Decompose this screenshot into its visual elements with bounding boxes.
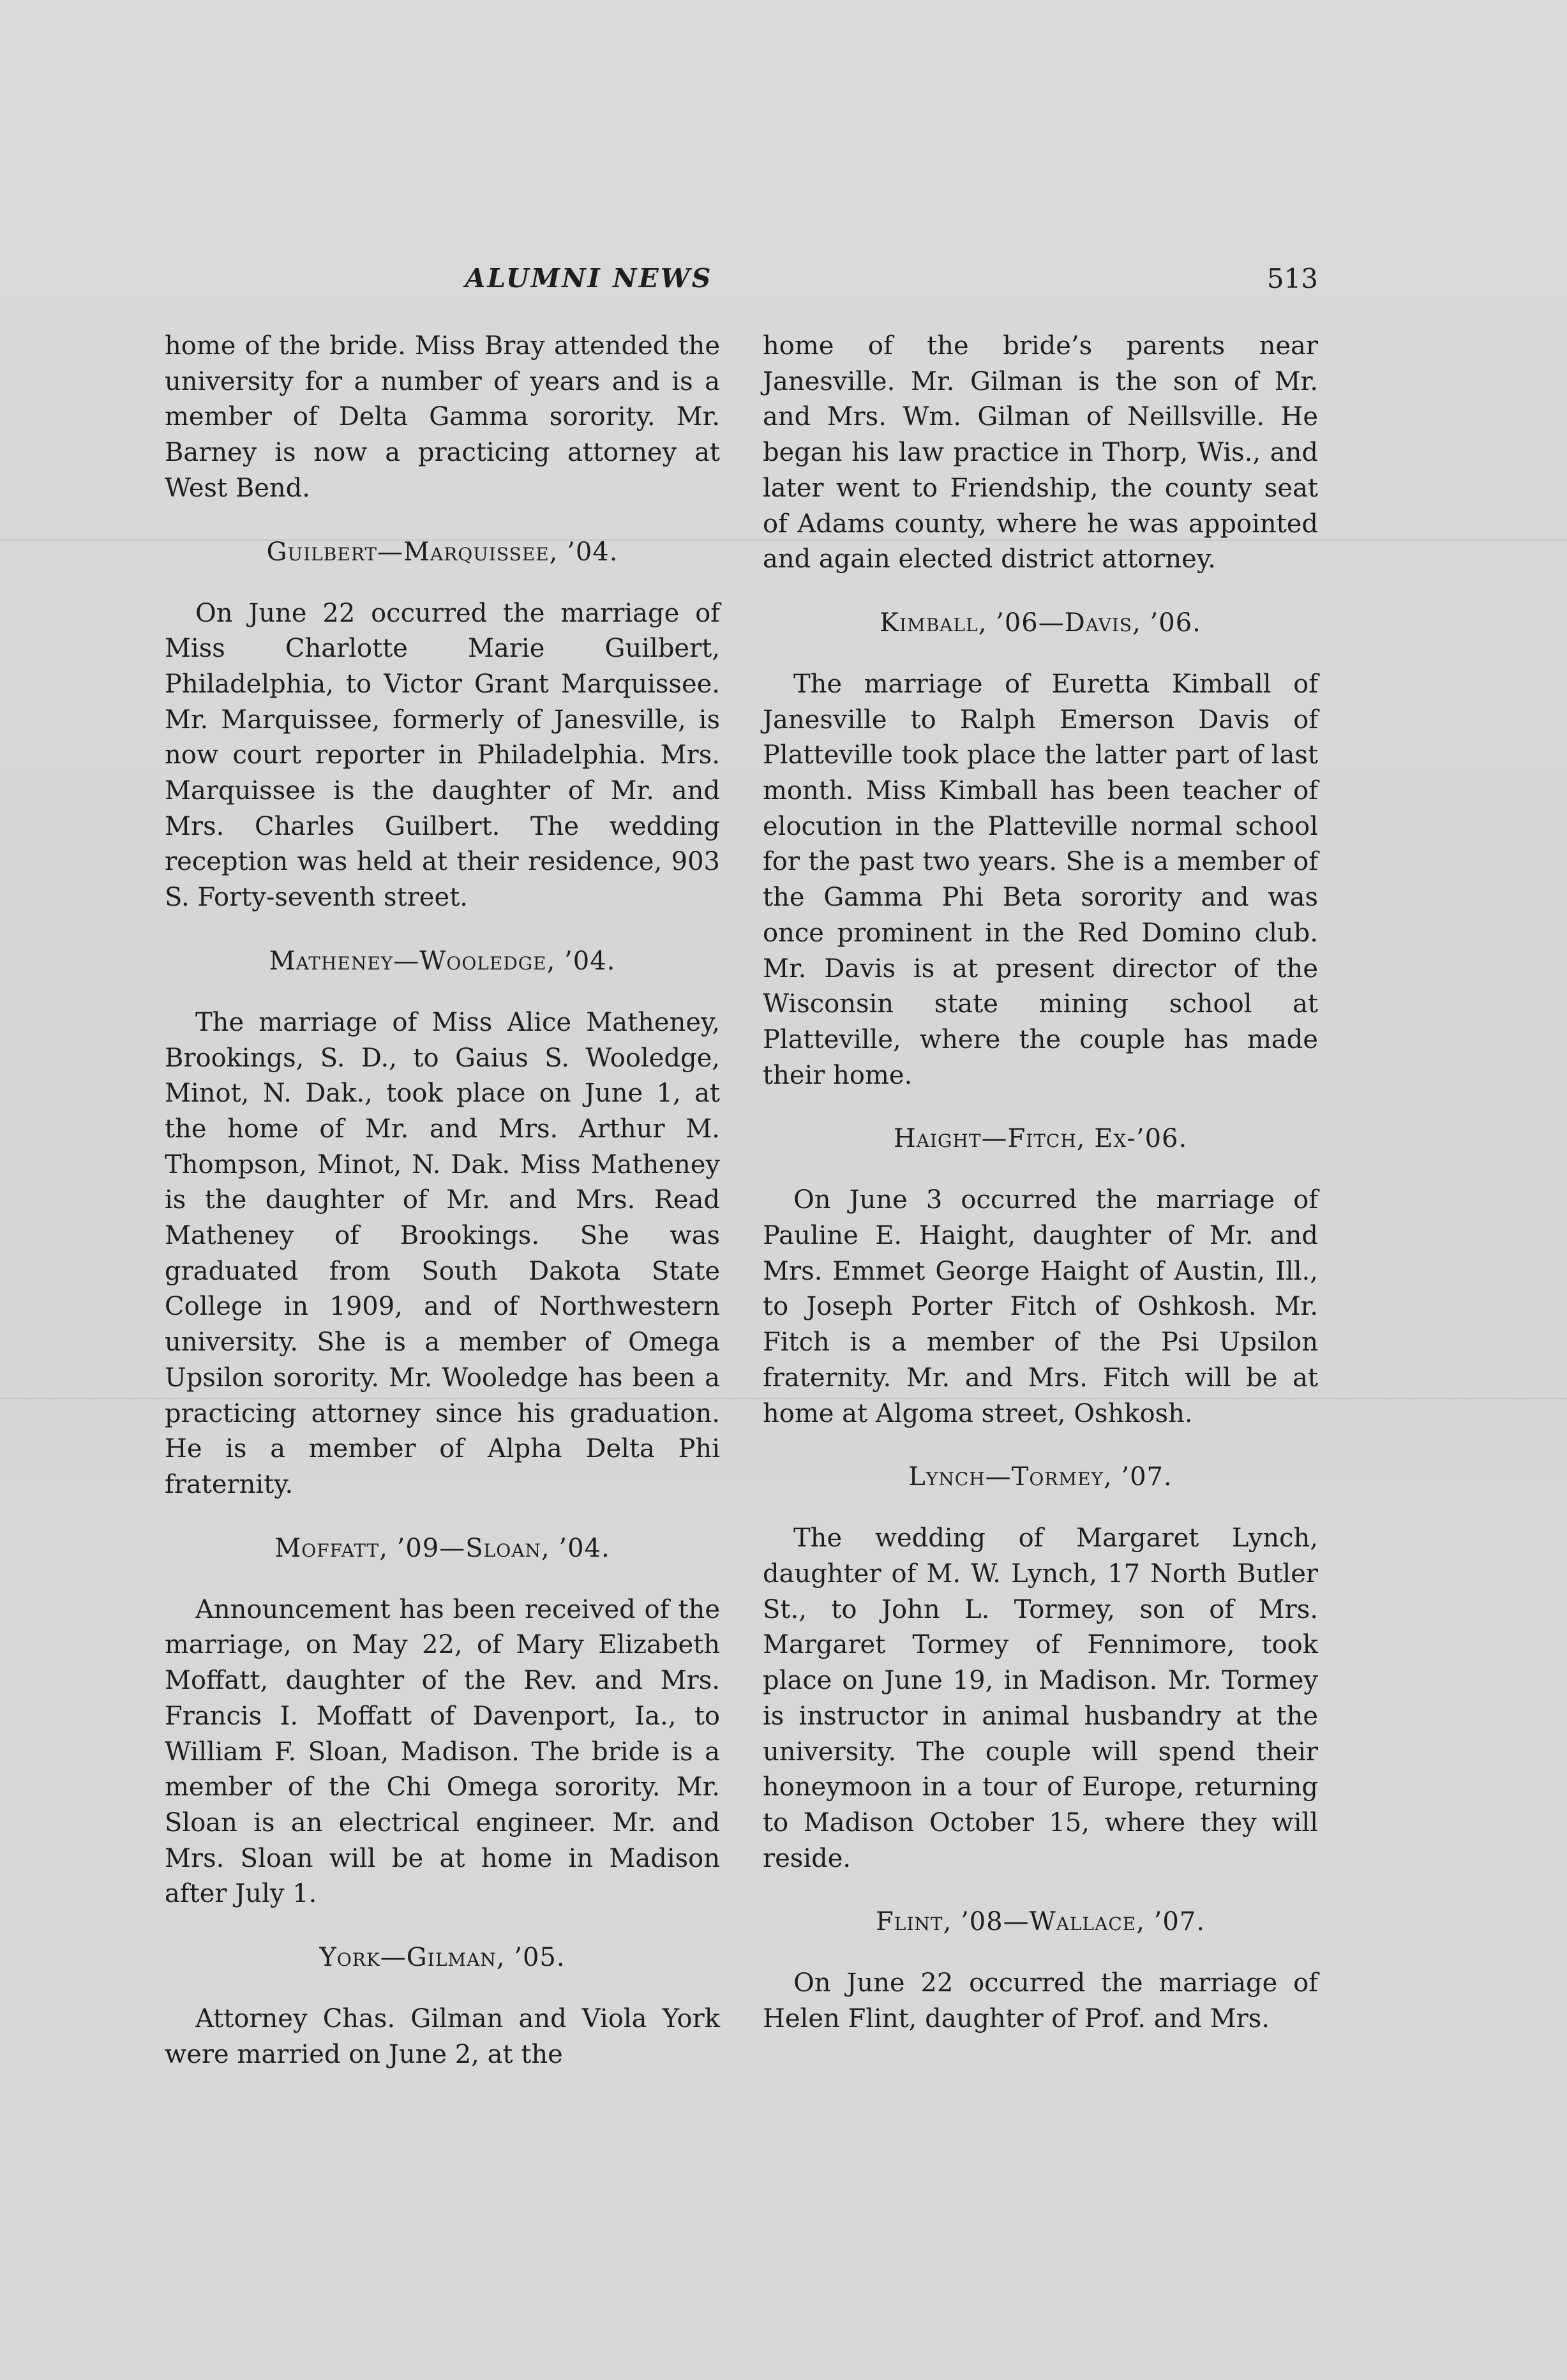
heading-guilbert-marquissee: Guilbert—Marquissee, ’04. (266, 537, 619, 567)
heading-haight-fitch: Haight—Fitch, Ex-’06. (893, 1124, 1188, 1154)
paragraph-lynch-tormey: The wedding of Margaret Lynch, daughter of M. W. Lynch, 17 North Butler St., to John L. Tormey, son of Mrs. Margaret Tormey of Fennimore, took place on June 19, in Madison. Mr. Tormey is instructor in animal husbandry at the university. The couple will spend their honeymoon in a tour of Europe, returning to Madison October 15, where they will reside. (763, 1523, 1318, 1873)
paragraph-matheney-wooledge: The marriage of Miss Alice Matheney, Brookings, S. D., to Gaius S. Wooledge, Minot, N. Dak., took place on June 1, at the home of Mr. and Mrs. Arthur M. Thompson, Minot, N. Dak. Miss Matheney is the daughter of Mr. and Mrs. Read Matheney of Brookings. She was graduated from South Dakota State College in 1909, and of Northwestern university. She is a member of Omega Upsilon sorority. Mr. Wooledge has been a practicing attorney since his graduation. He is a member of Alpha Delta Phi fraternity. (165, 1007, 720, 1499)
heading-matheney-wooledge: Matheney—Wooledge, ’04. (269, 946, 616, 976)
paragraph-moffatt-sloan: Announcement has been received of the marriage, on May 22, of Mary Elizabeth Moffatt, daughter of the Rev. and Mrs. Francis I. Moffatt of Davenport, Ia., to William F. Sloan, Madison. The bride is a member of the Chi Omega sorority. Mr. Sloan is an electrical engineer. Mr. and Mrs. Sloan will be at home in Madison after July 1. (165, 1594, 720, 1909)
paragraph-continuation: home of the bride. Miss Bray attended the university for a number of years and is a member of Delta Gamma sorority. Mr. Barney is now a practicing attorney at West Bend. (165, 331, 720, 503)
heading-flint-wallace: Flint, ’08—Wallace, ’07. (876, 1907, 1205, 1937)
heading-york-gilman: York—Gilman, ’05. (319, 1943, 566, 1973)
paragraph-guilbert-marquissee: On June 22 occurred the marriage of Miss Charlotte Marie Guilbert, Philadelphia, to Victor Grant Marquissee. Mr. Marquissee, formerly of Janesville, is now court reporter in Philadelphia. Mrs. Marquissee is the daughter of Mr. and Mrs. Charles Guilbert. The wedding reception was held at their residence, 903 S. Forty-seventh street. (165, 598, 720, 913)
paragraph-kimball-davis: The marriage of Euretta Kimball of Janesville to Ralph Emerson Davis of Platteville took place the latter part of last month. Miss Kimball has been teacher of elocution in the Platteville normal school for the past two years. She is a member of the Gamma Phi Beta sorority and was once prominent in the Red Domino club. Mr. Davis is at present director of the Wisconsin state mining school at Platteville, where the couple has made their home. (763, 669, 1318, 1090)
heading-lynch-tormey: Lynch—Tormey, ’07. (908, 1462, 1173, 1492)
heading-kimball-davis: Kimball, ’06—Davis, ’06. (880, 608, 1201, 638)
paragraph-york-gilman: Attorney Chas. Gilman and Viola York were married on June 2, at the (165, 2004, 720, 2069)
heading-moffatt-sloan: Moffatt, ’09—Sloan, ’04. (274, 1533, 610, 1563)
paragraph-continuation: home of the bride’s parents near Janesville. Mr. Gilman is the son of Mr. and Mrs. Wm. Gilman of Neillsville. He began his law practice in Thorp, Wis., and later went to Friendship, the county seat of Adams county, where he was appointed and again elected district attorney. (763, 331, 1318, 574)
paragraph-flint-wallace: On June 22 occurred the marriage of Helen Flint, daughter of Prof. and Mrs. (763, 1968, 1318, 2034)
page-number: 513 (1266, 263, 1318, 294)
right-column (763, 329, 1318, 2037)
left-column (165, 329, 720, 2072)
paragraph-haight-fitch: On June 3 occurred the marriage of Pauline E. Haight, daughter of Mr. and Mrs. Emmet George Haight of Austin, Ill., to Joseph Porter Fitch of Oshkosh. Mr. Fitch is a member of the Psi Upsilon fraternity. Mr. and Mrs. Fitch will be at home at Algoma street, Oshkosh. (763, 1185, 1318, 1428)
running-header-title: ALUMNI NEWS (465, 263, 713, 294)
